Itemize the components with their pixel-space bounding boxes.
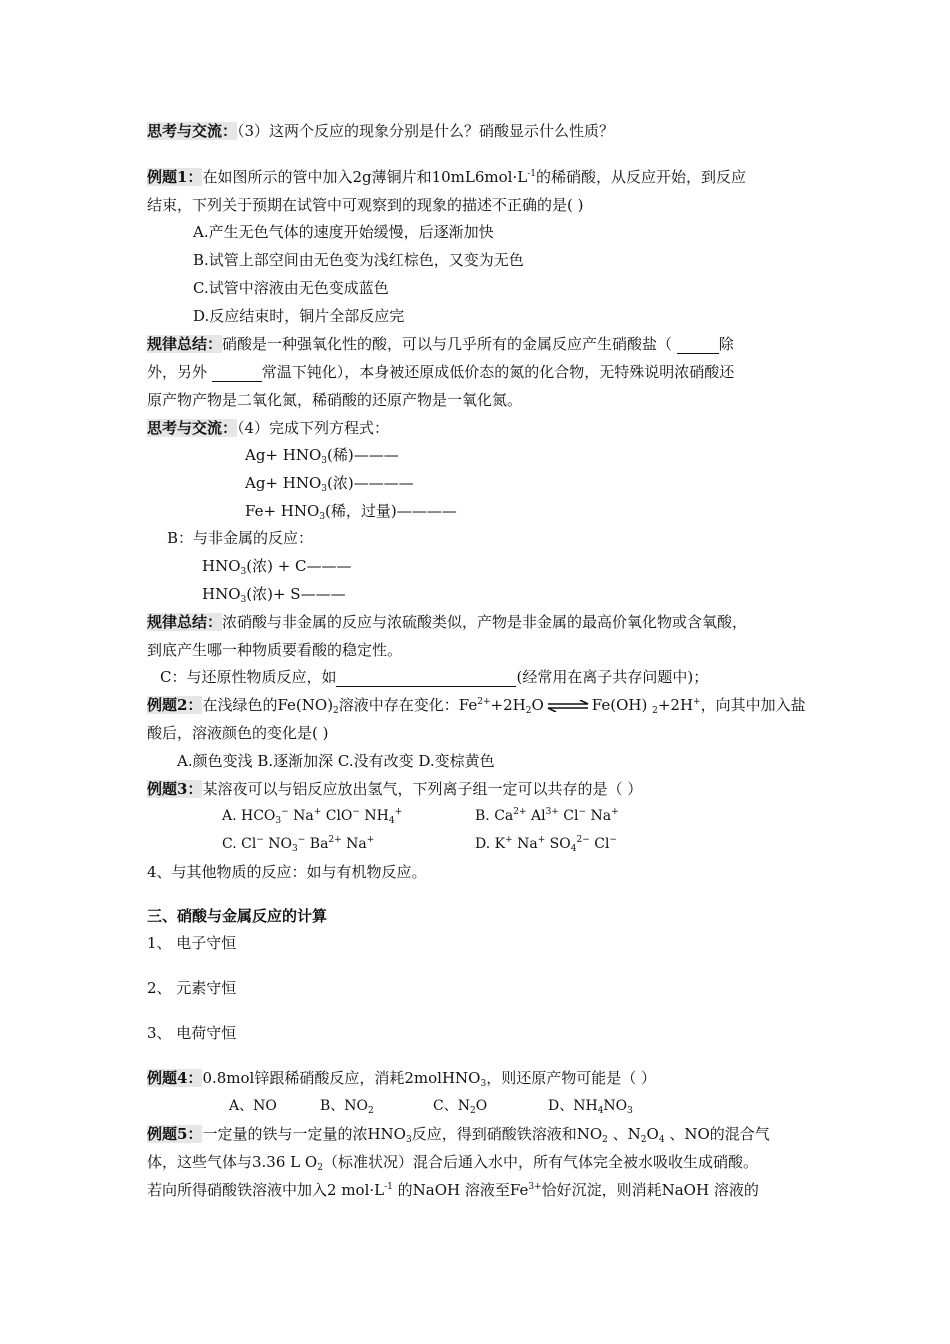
superscript: − [578, 807, 587, 817]
example-1-line-1 [147, 167, 746, 187]
blank [677, 339, 719, 354]
subscript: 3 [321, 456, 328, 466]
example-label: 例题2： [147, 696, 203, 714]
equation-5 [202, 584, 346, 604]
superscript: + [313, 807, 322, 817]
text: Fe+ HNO [245, 502, 320, 520]
text: 某溶夜可以与铝反应放出氢气，下列离子组一定可以共存的是（ ） [202, 780, 643, 798]
example-3-option-b [475, 806, 619, 826]
subscript: 2 [333, 706, 339, 716]
superscript: + [366, 835, 375, 845]
text: O [531, 696, 544, 714]
example-3-option-a [222, 806, 402, 826]
think-label: 思考与交流： [147, 419, 238, 437]
section-3-item-1: 1、 电子守恒 [147, 934, 237, 952]
text: C. Cl [222, 836, 257, 852]
subscript: 3 [321, 484, 328, 494]
superscript: 2+ [328, 835, 342, 845]
equilibrium-arrow-icon [546, 700, 590, 712]
text: (浓)+ S——— [246, 585, 346, 603]
text: SO [545, 836, 571, 852]
subscript: 3 [319, 512, 326, 522]
example-label: 例题4： [147, 1069, 203, 1087]
text: Ag+ HNO [245, 474, 322, 492]
rule-2-line-1 [147, 612, 747, 632]
subscript: 3 [627, 1106, 633, 1116]
text: 浓硝酸与非金属的反应与浓硫酸类似，产物是非金属的最高价氧化物或含氧酸， [222, 613, 748, 631]
equation-1 [245, 445, 399, 465]
superscript: − [281, 807, 289, 817]
rule-1-line-2 [147, 362, 734, 382]
text: O [475, 1098, 488, 1114]
rule-2-line-2: 到底产生哪一种物质要看酸的稳定性。 [147, 641, 403, 659]
other-reactions: 4、与其他物质的反应：如与有机物反应。 [147, 863, 427, 881]
example-5-line-1 [147, 1124, 770, 1144]
text: Fe(OH) [591, 696, 653, 714]
text: (浓)———— [327, 474, 414, 492]
rule-label: 规律总结： [147, 613, 223, 631]
subscript: 3 [240, 595, 247, 605]
text: Na [341, 836, 367, 852]
text: 一定量的铁与一定量的浓HNO [202, 1125, 406, 1143]
text: Na [288, 808, 314, 824]
subscript: 2 [368, 1106, 374, 1116]
text: 常温下钝化），本身被还原成低价态的氮的化合物，无特殊说明浓硝酸还 [261, 363, 735, 381]
example-1-line-2: 结束，下列关于预期在试管中可观察到的现象的描述不正确的是( ) [147, 196, 584, 214]
think-text: （3）这两个反应的现象分别是什么？硝酸显示什么性质？ [237, 122, 615, 140]
text: Ag+ HNO [245, 446, 322, 464]
superscript: + [693, 697, 701, 707]
text: ，向其中加入盐 [700, 696, 806, 714]
text: C、N [433, 1098, 470, 1114]
text: 若向所得硝酸铁溶液中加入2 mol·L [147, 1181, 385, 1199]
rule-label: 规律总结： [147, 335, 223, 353]
example-label: 例题5： [147, 1125, 203, 1143]
example-2-options: A.颜色变浅 B.逐渐加深 C.没有改变 D.变棕黄色 [177, 752, 495, 770]
text: ClO [321, 808, 353, 824]
example-3-option-c [222, 834, 374, 854]
example-4-option-b [320, 1096, 374, 1116]
example-2-line-2: 酸后，溶液颜色的变化是( ) [147, 724, 329, 742]
example-4-option-d [548, 1096, 633, 1116]
equation-4 [202, 556, 352, 576]
text: 除 [718, 335, 734, 353]
think-line-1 [147, 121, 614, 141]
text: A. HCO [222, 808, 276, 824]
text: +2H [490, 696, 526, 714]
example-4-option-c [433, 1096, 487, 1116]
superscript: + [505, 835, 513, 845]
text: Cl [558, 808, 579, 824]
text: NO [263, 836, 293, 852]
superscript: − [609, 835, 617, 845]
subscript: 3 [405, 1135, 412, 1145]
blank [336, 672, 516, 687]
superscript: 2− [576, 835, 590, 845]
text: Na [586, 808, 612, 824]
blank [212, 367, 262, 382]
text: ，则还原产物可能是（ ） [486, 1069, 656, 1087]
superscript: 3+ [545, 807, 559, 817]
section-3-item-2: 2、 元素守恒 [147, 979, 237, 997]
text: 硝酸是一种强氧化性的酸，可以与几乎所有的金属反应产生硝酸盐（ [222, 335, 677, 353]
text: (浓) + C——— [246, 557, 352, 575]
rule-1-line-3: 原产物产物是二氧化氮，稀硝酸的还原产物是一氧化氮。 [147, 391, 523, 409]
text: (经常用在离子共存问题中)； [516, 668, 709, 686]
superscript: 2+ [477, 697, 491, 707]
example-5-line-2 [147, 1152, 758, 1172]
text: Ba [305, 836, 329, 852]
text: 0.8mol锌跟稀硝酸反应，消耗2molHNO [202, 1069, 481, 1087]
superscript: 3+ [528, 1182, 542, 1192]
text: NO [603, 1098, 628, 1114]
subscript: 2 [317, 1163, 323, 1173]
text: D. K [475, 836, 506, 852]
superscript: + [611, 807, 619, 817]
example-label: 例题1： [147, 168, 203, 186]
subscript: 3 [275, 816, 282, 826]
subscript: 4 [658, 1135, 665, 1145]
section-b-title: B：与非金属的反应： [167, 529, 314, 547]
example-2-line-1 [147, 695, 806, 715]
section-c-line [160, 667, 708, 687]
example-3-line-1 [147, 779, 642, 799]
subscript: 2 [602, 1135, 608, 1145]
text: 溶液中存在变化：Fe [338, 696, 478, 714]
subscript: 2 [652, 706, 658, 716]
subscript: 4 [597, 1106, 604, 1116]
subscript: 3 [292, 844, 298, 854]
text: +2H [657, 696, 694, 714]
text: HNO [202, 557, 241, 575]
text: (稀)——— [327, 446, 399, 464]
text: Na [512, 836, 538, 852]
text: C：与还原性物质反应，如 [160, 668, 337, 686]
text: 外，另外 [147, 363, 212, 381]
superscript: − [352, 807, 360, 817]
subscript: 3 [480, 1079, 487, 1089]
subscript: 2 [525, 706, 532, 716]
text: (稀，过量)———— [325, 502, 457, 520]
subscript: 4 [570, 844, 577, 854]
example-3-option-d [475, 834, 617, 854]
text: 在如图所示的管中加入2g薄铜片和10mL6mol·L [202, 168, 528, 186]
text: 、N [607, 1125, 641, 1143]
superscript: -1 [527, 169, 536, 179]
text: 体，这些气体与3.36 L O [147, 1153, 318, 1171]
text: 的NaOH 溶液至Fe [392, 1181, 529, 1199]
option-c: C.试管中溶液由无色变成蓝色 [193, 279, 389, 297]
subscript: 4 [388, 816, 395, 826]
text: NH [359, 808, 389, 824]
subscript: 3 [240, 567, 247, 577]
superscript: 2+ [513, 807, 527, 817]
equation-3 [245, 501, 457, 521]
text: 、NO的混合气 [664, 1125, 770, 1143]
example-4-option-a: A、NO [229, 1098, 277, 1114]
text: 恰好沉淀，则消耗NaOH 溶液的 [541, 1181, 759, 1199]
option-a: A.产生无色气体的速度开始缓慢，后逐渐加快 [193, 223, 494, 241]
option-d: D.反应结束时，铜片全部反应完 [193, 307, 405, 325]
text: 在浅绿色的Fe(NO [202, 696, 328, 714]
think-text: （4）完成下列方程式： [237, 419, 390, 437]
subscript: 2 [640, 1135, 647, 1145]
example-label: 例题3： [147, 780, 203, 798]
text: Al [526, 808, 546, 824]
text: HNO [202, 585, 241, 603]
text: Cl [589, 836, 610, 852]
section-3-title: 三、硝酸与金属反应的计算 [147, 907, 328, 925]
section-3-item-3: 3、 电荷守恒 [147, 1024, 237, 1042]
text: O [646, 1125, 659, 1143]
equation-2 [245, 473, 414, 493]
think-line-2 [147, 418, 389, 438]
option-b: B.试管上部空间由无色变为浅红棕色，又变为无色 [193, 251, 524, 269]
superscript: -1 [384, 1182, 393, 1192]
text: 的稀硝酸，从反应开始，到反应 [535, 168, 746, 186]
text: 反应，得到硝酸铁溶液和NO [411, 1125, 603, 1143]
superscript: − [256, 835, 264, 845]
text: ) [327, 696, 334, 714]
example-4-line-1 [147, 1068, 656, 1088]
think-label: 思考与交流： [147, 122, 238, 140]
example-5-line-3 [147, 1180, 759, 1200]
text: D、NH [548, 1098, 598, 1114]
superscript: − [297, 835, 306, 845]
text: B、NO [320, 1098, 369, 1114]
text: （标准状况）混合后通入水中，所有气体完全被水吸收生成硝酸。 [322, 1153, 758, 1171]
text: B. Ca [475, 808, 514, 824]
subscript: 2 [469, 1106, 476, 1116]
superscript: + [394, 807, 403, 817]
superscript: + [537, 835, 546, 845]
rule-1-line-1 [147, 334, 734, 354]
